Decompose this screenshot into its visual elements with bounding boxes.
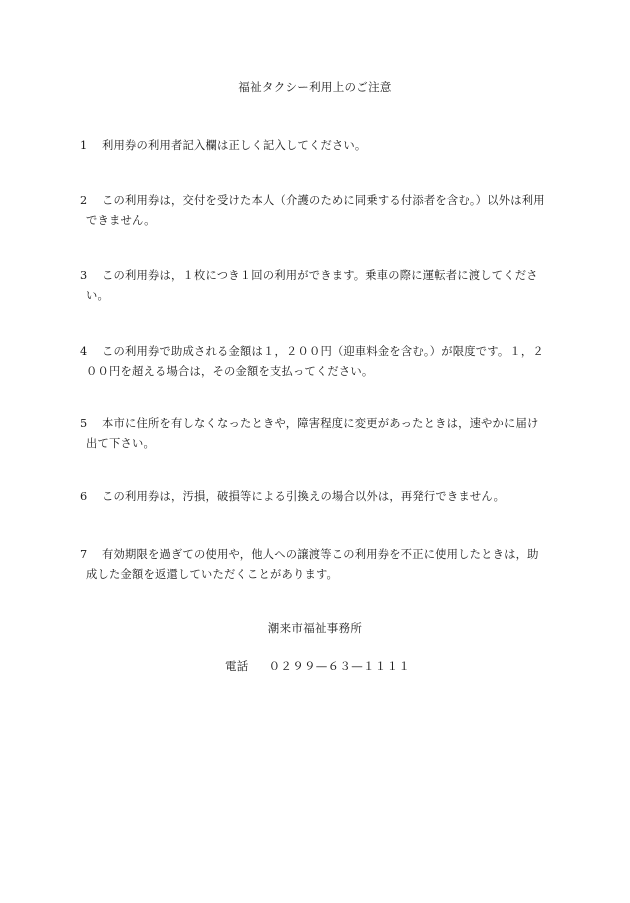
notice-text: 有効期限を過ぎての使用や，他人への譲渡等この利用券を不正に使用したときは，助 — [102, 548, 539, 561]
office-name: 潮来市福祉事務所 — [267, 621, 363, 635]
notice-item — [80, 414, 550, 454]
notice-item — [80, 136, 550, 156]
notice-number: 7 — [80, 548, 88, 561]
notice-number: 4 — [80, 345, 88, 358]
notice-text: この利用券は，交付を受けた本人（介護のために同乗する付添者を含む。）以外は利用 — [102, 194, 545, 207]
notice-text: この利用券で助成される金額は１，２００円（迎車料金を含む。）が限度です。１，２ — [102, 345, 544, 358]
notice-item — [80, 342, 550, 382]
notice-text: ００円を超える場合は，その金額を支払ってください。 — [86, 365, 374, 378]
phone-line — [225, 658, 410, 674]
notice-item — [80, 266, 550, 306]
notice-text: この利用券は，汚損，破損等による引換えの場合以外は，再発行できません。 — [102, 490, 506, 503]
phone-number: ０２９９—６３—１１１１ — [268, 659, 411, 673]
phone-label: 電話 — [225, 659, 249, 673]
notice-item — [80, 191, 550, 231]
notice-text: 本市に住所を有しなくなったときや，障害程度に変更があったときは，速やかに届け — [102, 417, 539, 430]
notice-number: 5 — [80, 417, 88, 430]
notice-text: 出て下さい。 — [86, 437, 155, 450]
notice-number: 2 — [80, 194, 88, 207]
notice-number: 3 — [80, 269, 88, 282]
notice-number: 6 — [80, 490, 88, 503]
notice-text: この利用券は，１枚につき１回の利用ができます。乗車の際に運転者に渡してくださ — [102, 269, 538, 282]
page-title: 福祉タクシー利用上のご注意 — [238, 80, 392, 94]
notice-text: い。 — [86, 289, 109, 302]
notice-text: 利用券の利用者記入欄は正しく記入してください。 — [102, 139, 367, 152]
notice-item — [80, 487, 550, 507]
notice-text: できません。 — [86, 214, 156, 227]
notice-number: 1 — [80, 139, 88, 152]
notice-text: 成した金額を返還していただくことがあります。 — [86, 568, 339, 581]
notice-item — [80, 545, 550, 585]
